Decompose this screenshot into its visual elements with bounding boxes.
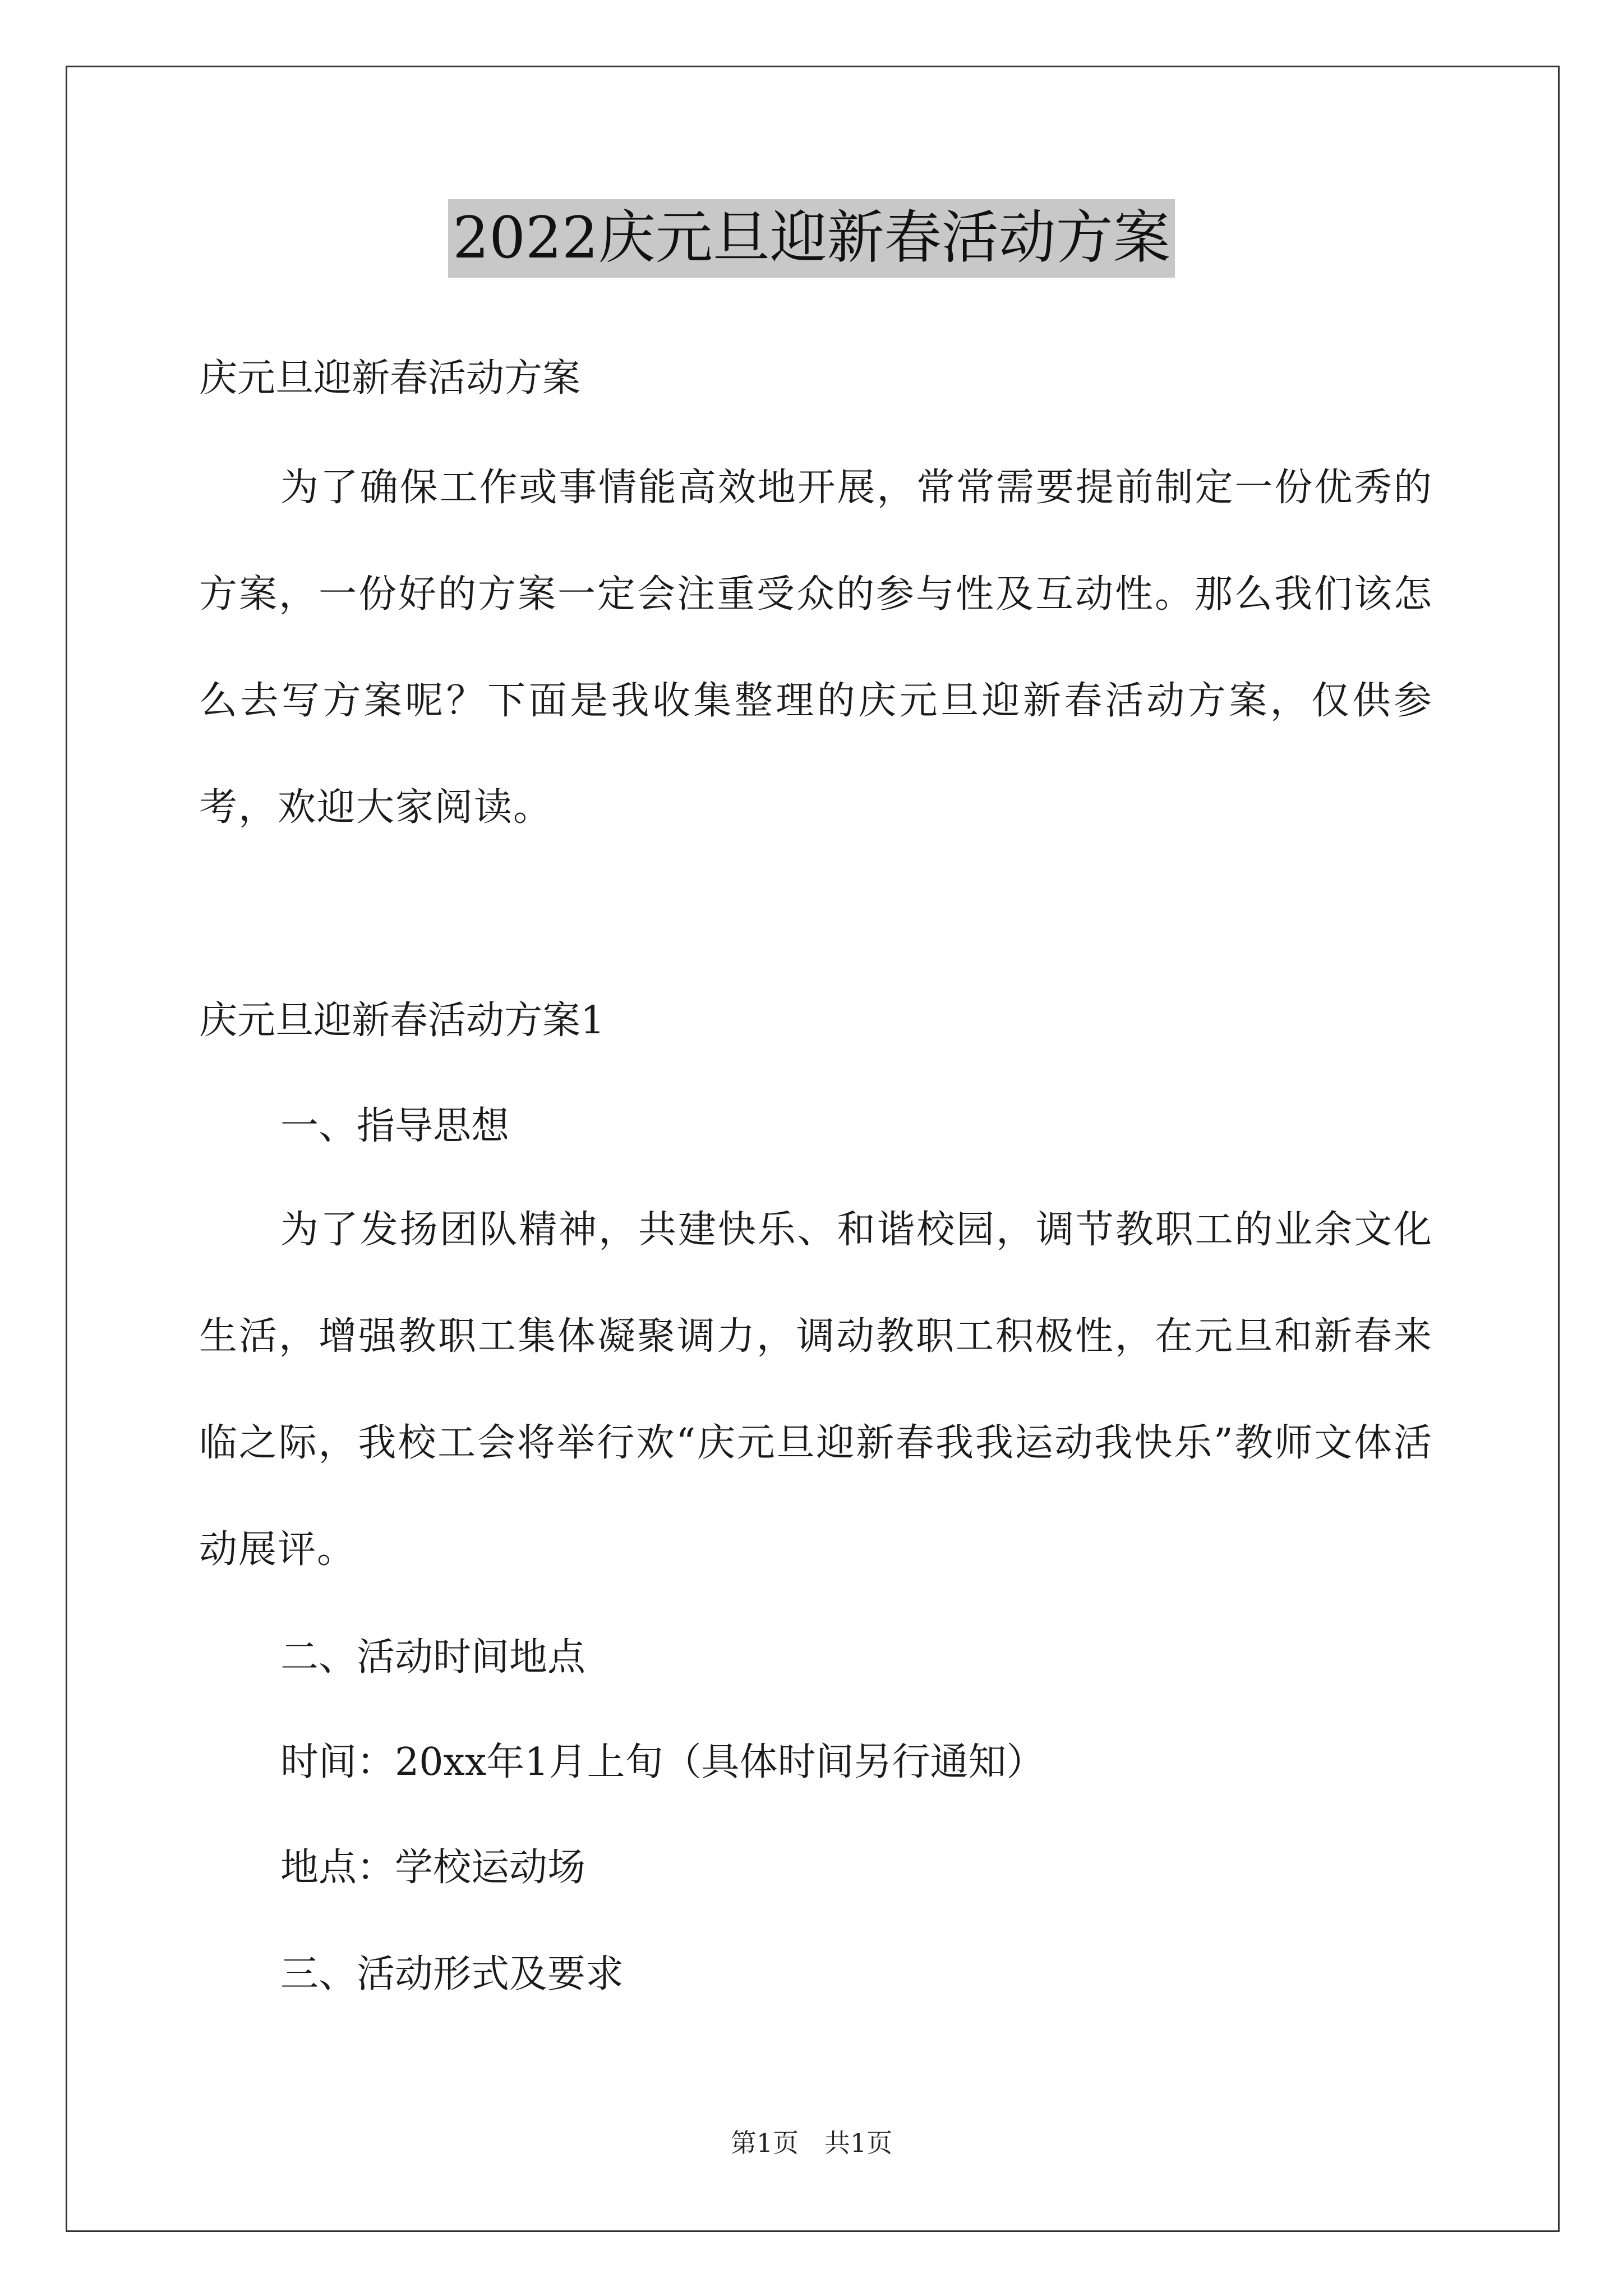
time-line: 时间：20xx年1月上旬（具体时间另行通知） [280, 1740, 1045, 1784]
page-footer: 第1页 共1页 [730, 2128, 893, 2158]
heading-guiding-thought: 一、指导思想 [280, 1104, 510, 1148]
title-block [0, 199, 1623, 278]
document-title: 2022庆元旦迎新春活动方案 [448, 199, 1175, 278]
guiding-thought-paragraph: 为了发扬团队精神，共建快乐、和谐校园，调节教职工的业余文化生活，增强教职工集体凝聚调力，调动教职工积极性，在元旦和新春来临之际，我校工会将举行欢“庆元旦迎新春我我运动我快乐”教师文体活动展评。 [199, 1208, 1433, 1572]
subtitle: 庆元旦迎新春活动方案 [199, 356, 581, 401]
heading-time-place: 二、活动时间地点 [280, 1635, 586, 1680]
section-title: 庆元旦迎新春活动方案1 [199, 999, 605, 1043]
place-line: 地点：学校运动场 [280, 1846, 586, 1890]
heading-activity-form: 三、活动形式及要求 [280, 1952, 624, 1996]
intro-paragraph: 为了确保工作或事情能高效地开展，常常需要提前制定一份优秀的方案，一份好的方案一定会注重受众的参与性及互动性。那么我们该怎么去写方案呢？下面是我收集整理的庆元旦迎新春活动方案，仅供参考，欢迎大家阅读。 [199, 466, 1433, 830]
